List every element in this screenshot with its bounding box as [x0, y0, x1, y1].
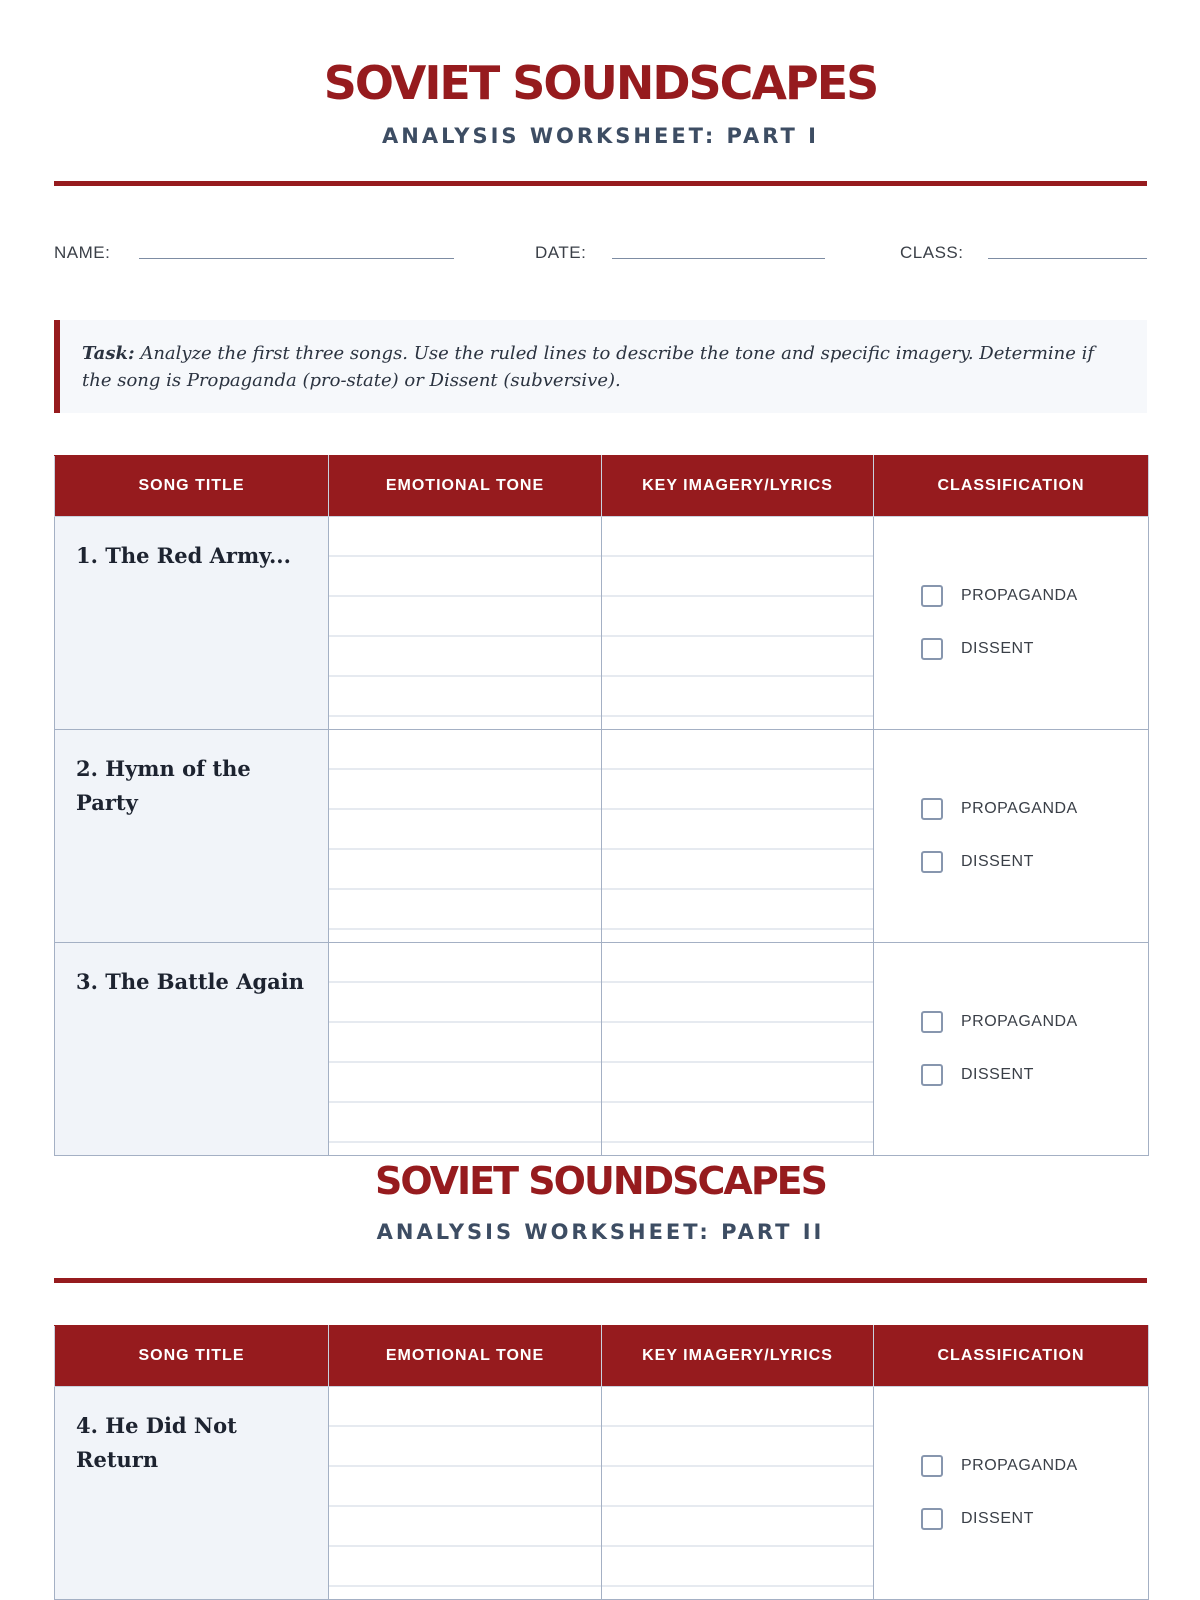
ruled-lines[interactable] [329, 730, 601, 942]
table-row [55, 943, 1149, 1156]
name-label: NAME: [54, 243, 111, 262]
student-info-row [54, 239, 1147, 263]
dissent-checkbox[interactable] [921, 1064, 943, 1086]
part1-subtitle-wrap [54, 126, 1147, 147]
page-title: SOVIET SOUNDSCAPES [323, 56, 878, 110]
dissent-label: DISSENT [961, 1066, 1034, 1083]
header-divider [54, 181, 1147, 186]
date-label: DATE: [535, 243, 587, 262]
table-header-row [55, 1326, 1149, 1387]
emotional-tone-cell[interactable] [329, 730, 602, 943]
part2-subtitle-wrap [54, 1222, 1147, 1243]
header-song-title: SONG TITLE [55, 1326, 329, 1387]
propaganda-option[interactable] [921, 1453, 1148, 1479]
ruled-lines[interactable] [602, 1387, 873, 1599]
classification-cell [874, 517, 1149, 730]
part2-title: SOVIET SOUNDSCAPES [374, 1159, 827, 1203]
propaganda-option[interactable] [921, 796, 1148, 822]
dissent-label: DISSENT [961, 1510, 1034, 1527]
propaganda-checkbox[interactable] [921, 1011, 943, 1033]
propaganda-checkbox[interactable] [921, 585, 943, 607]
ruled-lines[interactable] [602, 943, 873, 1155]
song-cell [55, 1387, 329, 1600]
task-instructions [54, 320, 1147, 413]
dissent-label: DISSENT [961, 853, 1034, 870]
dissent-checkbox[interactable] [921, 1508, 943, 1530]
ruled-lines[interactable] [602, 517, 873, 729]
part1-header [54, 56, 1147, 110]
header-classification: CLASSIFICATION [874, 1326, 1149, 1387]
propaganda-option[interactable] [921, 583, 1148, 609]
header-emotional-tone: EMOTIONAL TONE [329, 1326, 602, 1387]
part2-subtitle: ANALYSIS WORKSHEET: PART II [376, 1220, 825, 1244]
emotional-tone-cell[interactable] [329, 943, 602, 1156]
propaganda-label: PROPAGANDA [961, 1457, 1078, 1474]
dissent-option[interactable] [921, 636, 1148, 662]
key-imagery-cell[interactable] [602, 730, 874, 943]
ruled-lines[interactable] [602, 730, 873, 942]
header-emotional-tone: EMOTIONAL TONE [329, 456, 602, 517]
dissent-label: DISSENT [961, 640, 1034, 657]
analysis-table-part1 [54, 455, 1149, 1156]
propaganda-label: PROPAGANDA [961, 587, 1078, 604]
emotional-tone-cell[interactable] [329, 517, 602, 730]
song-cell [55, 517, 329, 730]
class-label: CLASS: [900, 243, 964, 262]
song-cell [55, 730, 329, 943]
ruled-lines[interactable] [329, 943, 601, 1155]
header-key-imagery: KEY IMAGERY/LYRICS [602, 1326, 874, 1387]
song-title: 2. Hymn of the Party [76, 756, 251, 815]
propaganda-checkbox[interactable] [921, 798, 943, 820]
propaganda-option[interactable] [921, 1009, 1148, 1035]
dissent-checkbox[interactable] [921, 638, 943, 660]
part2-divider [54, 1278, 1147, 1283]
header-key-imagery: KEY IMAGERY/LYRICS [602, 456, 874, 517]
propaganda-label: PROPAGANDA [961, 800, 1078, 817]
dissent-option[interactable] [921, 1506, 1148, 1532]
task-label: Task: [82, 343, 135, 364]
propaganda-checkbox[interactable] [921, 1455, 943, 1477]
date-field[interactable] [612, 258, 825, 259]
task-text: Analyze the first three songs. Use the ruled lines to describe the tone and specific imagery. Determine if the song is Propaganda (pro-state) or Dissent (subversive). [82, 343, 1095, 391]
table-row [55, 1387, 1149, 1600]
song-cell [55, 943, 329, 1156]
header-classification: CLASSIFICATION [874, 456, 1149, 517]
header-song-title: SONG TITLE [55, 456, 329, 517]
song-title: 1. The Red Army... [76, 543, 291, 568]
key-imagery-cell[interactable] [602, 1387, 874, 1600]
song-title: 3. The Battle Again [76, 969, 305, 994]
class-field[interactable] [988, 258, 1147, 259]
page-subtitle: ANALYSIS WORKSHEET: PART I [382, 124, 819, 148]
classification-cell [874, 1387, 1149, 1600]
dissent-checkbox[interactable] [921, 851, 943, 873]
ruled-lines[interactable] [329, 1387, 601, 1599]
table-row [55, 517, 1149, 730]
dissent-option[interactable] [921, 849, 1148, 875]
classification-cell [874, 943, 1149, 1156]
emotional-tone-cell[interactable] [329, 1387, 602, 1600]
dissent-option[interactable] [921, 1062, 1148, 1088]
part2-header [54, 1159, 1147, 1203]
analysis-table-part2 [54, 1325, 1149, 1600]
key-imagery-cell[interactable] [602, 517, 874, 730]
key-imagery-cell[interactable] [602, 943, 874, 1156]
ruled-lines[interactable] [329, 517, 601, 729]
table-header-row [55, 456, 1149, 517]
classification-cell [874, 730, 1149, 943]
propaganda-label: PROPAGANDA [961, 1013, 1078, 1030]
table-row [55, 730, 1149, 943]
song-title: 4. He Did Not Return [76, 1413, 237, 1472]
name-field[interactable] [139, 258, 454, 259]
